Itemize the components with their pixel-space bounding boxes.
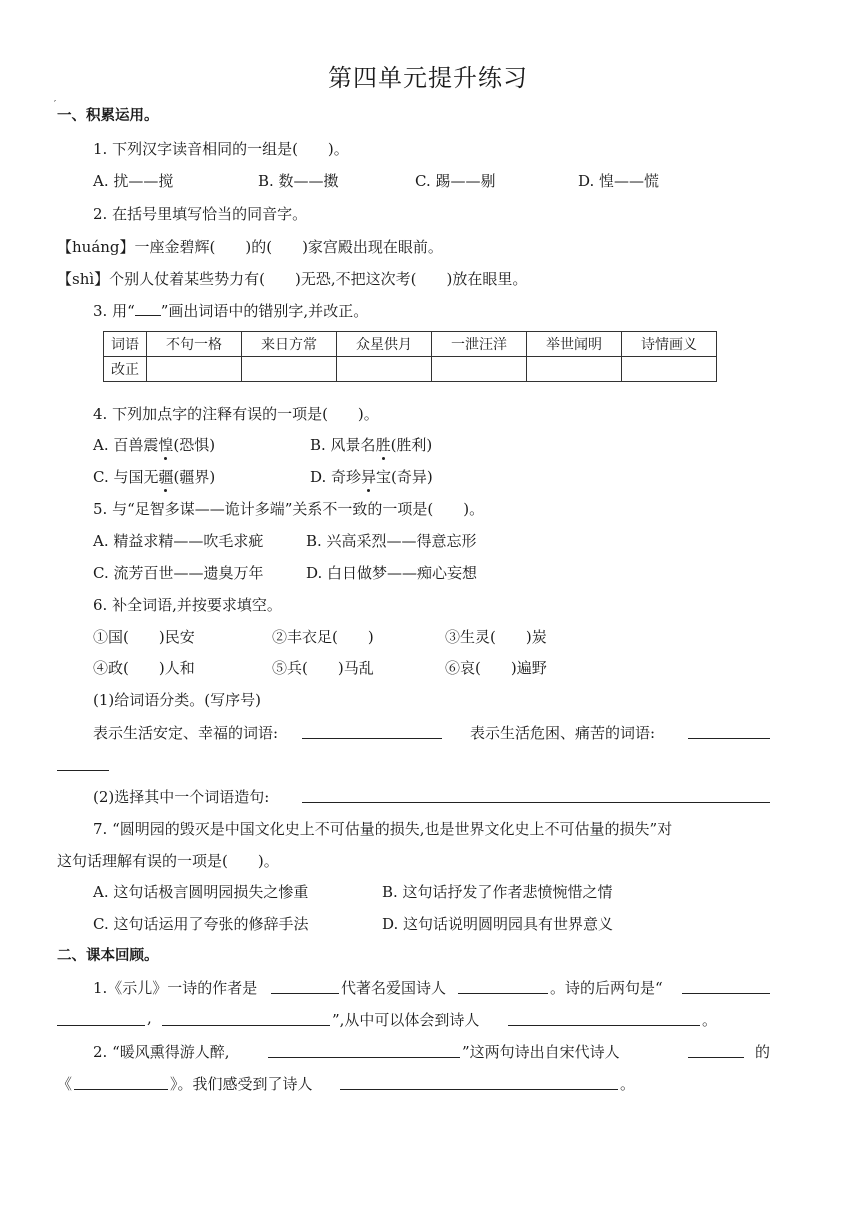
corner-mark: ′ <box>54 100 57 110</box>
s2-q2-line-blank[interactable] <box>268 1043 460 1058</box>
q7-option-a: A. 这句话极言圆明园损失之惨重 <box>93 883 309 901</box>
s2-q1-line2-blank[interactable] <box>162 1011 330 1026</box>
table-row <box>104 357 717 382</box>
table-cell: 来日方常 <box>242 332 337 357</box>
answer-cell[interactable] <box>337 357 432 382</box>
q4-b-pre: B. 风景名 <box>310 436 376 454</box>
table-cell: 诗情画义 <box>622 332 717 357</box>
q2-line-huang: 【huáng】一座金碧辉( )的( )家宫殿出现在眼前。 <box>57 238 443 256</box>
q4-d-dotted: 异 <box>361 468 377 486</box>
table-cell: 一泄汪洋 <box>432 332 527 357</box>
q6-danger-blank-cont[interactable] <box>57 756 109 771</box>
q4-c-pre: C. 与国无 <box>93 468 159 486</box>
q4-a-post: (恐惧) <box>173 436 216 454</box>
q7-option-b: B. 这句话抒发了作者悲愤惋惜之情 <box>382 883 613 901</box>
q6-word-6: ⑥哀( )遍野 <box>445 659 547 677</box>
table-row <box>104 332 717 357</box>
s2-q2-title-blank[interactable] <box>74 1075 168 1090</box>
q4-stem: 4. 下列加点字的注释有误的一项是( )。 <box>93 405 379 423</box>
s2-q1-part3: 。诗的后两句是“ <box>550 979 663 997</box>
s2-q1-part6: 。 <box>702 1011 718 1029</box>
table-cell: 众星供月 <box>337 332 432 357</box>
q4-option-d <box>310 466 433 487</box>
s2-q1-part2: 代著名爱国诗人 <box>341 979 447 997</box>
q1-option-c: C. 踢——剔 <box>415 172 496 190</box>
section-heading-2: 二、课本回顾。 <box>57 948 159 964</box>
q3-stem <box>93 300 368 321</box>
underline-mark <box>135 301 161 316</box>
q1-option-d: D. 惶——慌 <box>578 172 660 190</box>
q6-danger-label: 表示生活危困、痛苦的词语: <box>470 724 656 742</box>
s2-q2-part5: 》。我们感受到了诗人 <box>170 1075 313 1093</box>
q6-stem: 6. 补全词语,并按要求填空。 <box>93 596 282 614</box>
s2-q1-part1: 1.《示儿》一诗的作者是 <box>93 979 258 997</box>
q5-option-d: D. 白日做梦——痴心妄想 <box>306 564 478 582</box>
q4-option-c <box>93 466 215 487</box>
q4-option-b <box>310 434 432 455</box>
q1-option-a: A. 扰——搅 <box>93 172 174 190</box>
q7-stem-line1: 7. “圆明园的毁灭是中国文化史上不可估量的损失,也是世界文化史上不可估量的损失”对 <box>93 820 673 838</box>
s2-q2-part1: 2. “暖风熏得游人醉, <box>93 1043 230 1061</box>
q5-option-c: C. 流芳百世——遗臭万年 <box>93 564 264 582</box>
answer-cell[interactable] <box>622 357 717 382</box>
table-cell: 不句一格 <box>147 332 242 357</box>
q6-word-5: ⑤兵( )马乱 <box>272 659 374 677</box>
s2-q1-feeling-blank[interactable] <box>508 1011 700 1026</box>
q4-d-post: 宝(奇异) <box>376 468 433 486</box>
q6-sub1: (1)给词语分类。(写序号) <box>93 691 261 709</box>
table-cell: 改正 <box>104 357 147 382</box>
section-heading-1: 一、积累运用。 <box>57 108 159 124</box>
s2-q1-part4: , <box>147 1009 152 1027</box>
q2-stem: 2. 在括号里填写恰当的同音字。 <box>93 205 308 223</box>
q7-option-d: D. 这句话说明圆明园具有世界意义 <box>382 915 614 933</box>
q5-stem: 5. 与“足智多谋——诡计多端”关系不一致的一项是( )。 <box>93 500 485 518</box>
q3-stem-part2: ”画出词语中的错别字,并改正。 <box>160 302 369 320</box>
q1-stem: 1. 下列汉字读音相同的一组是( )。 <box>93 140 349 158</box>
s2-q2-part6: 。 <box>620 1075 636 1093</box>
q7-stem-line2: 这句话理解有误的一项是( )。 <box>57 852 279 870</box>
q6-word-3: ③生灵( )炭 <box>445 628 547 646</box>
s2-q1-part5: ”,从中可以体会到诗人 <box>332 1011 480 1029</box>
q4-a-dotted: 惶 <box>158 436 174 454</box>
answer-cell[interactable] <box>242 357 337 382</box>
answer-cell[interactable] <box>147 357 242 382</box>
s2-q2-feeling-blank[interactable] <box>340 1075 618 1090</box>
q5-option-a: A. 精益求精——吹毛求疵 <box>93 532 264 550</box>
q6-danger-blank[interactable] <box>688 724 770 739</box>
s2-q2-part4: 《 <box>57 1075 73 1093</box>
q4-b-post: (胜利) <box>390 436 433 454</box>
s2-q1-poet-blank[interactable] <box>458 979 548 994</box>
q6-sentence-blank[interactable] <box>302 788 770 803</box>
word-correction-table <box>103 331 717 382</box>
q6-happy-label: 表示生活安定、幸福的词语: <box>93 724 279 742</box>
s2-q1-line-blank-cont[interactable] <box>57 1011 145 1026</box>
q6-happy-blank[interactable] <box>302 724 442 739</box>
s2-q2-part2: ”这两句诗出自宋代诗人 <box>462 1043 620 1061</box>
q4-c-post: (疆界) <box>173 468 216 486</box>
q7-option-c: C. 这句话运用了夸张的修辞手法 <box>93 915 309 933</box>
q6-word-2: ②丰衣足( ) <box>272 628 374 646</box>
table-cell: 举世闻明 <box>527 332 622 357</box>
answer-cell[interactable] <box>527 357 622 382</box>
q4-a-pre: A. 百兽震 <box>93 436 159 454</box>
q3-stem-part1: 3. 用“ <box>93 302 135 320</box>
q1-option-b: B. 数——擞 <box>258 172 339 190</box>
q2-line-shi: 【shì】个别人仗着某些势力有( )无恐,不把这次考( )放在眼里。 <box>57 270 528 288</box>
answer-cell[interactable] <box>432 357 527 382</box>
q6-sub2: (2)选择其中一个词语造句: <box>93 788 270 806</box>
q4-d-pre: D. 奇珍 <box>310 468 362 486</box>
s2-q2-part3: 的 <box>755 1043 771 1061</box>
table-cell: 词语 <box>104 332 147 357</box>
page-title: 第四单元提升练习 <box>328 64 528 92</box>
q6-word-4: ④政( )人和 <box>93 659 195 677</box>
q6-word-1: ①国( )民安 <box>93 628 195 646</box>
s2-q1-dynasty-blank[interactable] <box>271 979 339 994</box>
s2-q1-line-blank[interactable] <box>682 979 770 994</box>
s2-q2-poet-blank[interactable] <box>688 1043 744 1058</box>
q4-b-dotted: 胜 <box>375 436 391 454</box>
q4-option-a <box>93 434 215 455</box>
q5-option-b: B. 兴高采烈——得意忘形 <box>306 532 477 550</box>
q4-c-dotted: 疆 <box>158 468 174 486</box>
